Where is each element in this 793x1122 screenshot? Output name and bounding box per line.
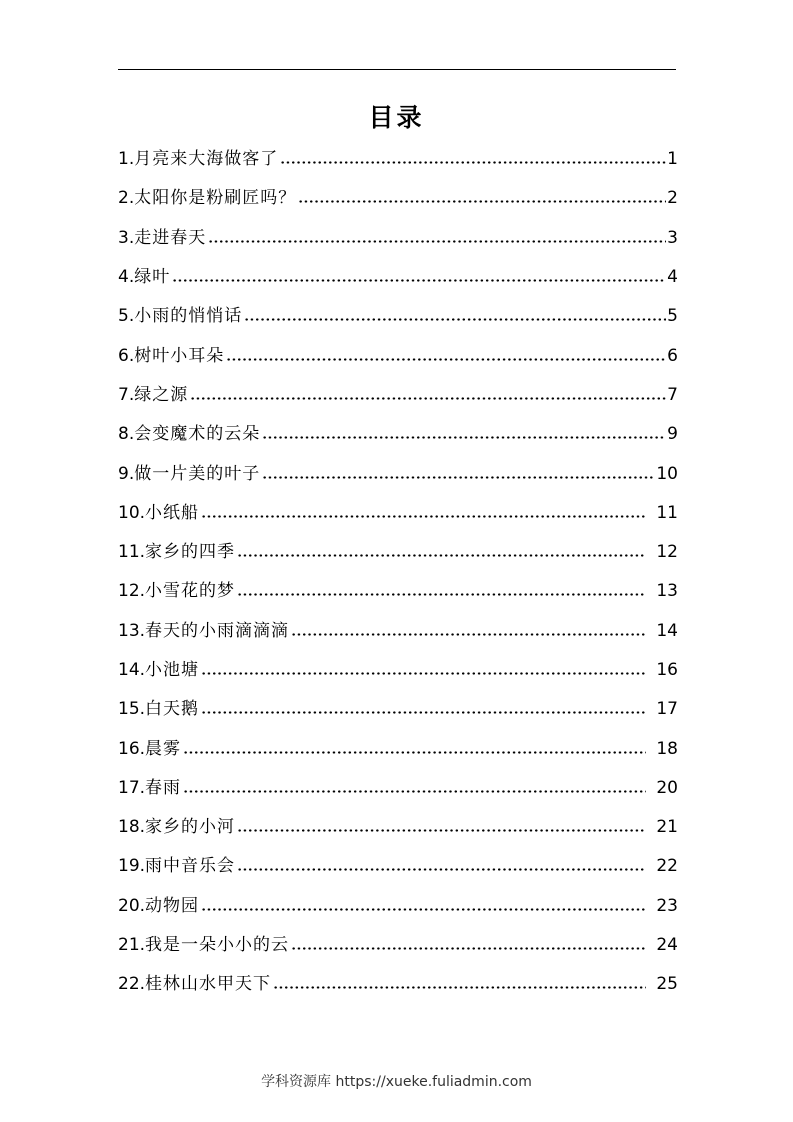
- toc-entry-page: 25: [656, 974, 678, 995]
- toc-entry-title: 白天鹅: [145, 699, 200, 720]
- dot-leader: [273, 986, 646, 989]
- toc-entry-page: 24: [656, 935, 678, 956]
- toc-entry-page: 11: [656, 502, 678, 523]
- dot-leader: [262, 436, 666, 439]
- dot-leader: [237, 554, 646, 557]
- toc-entry-number: 5.: [118, 306, 135, 327]
- toc-entry-title: 晨雾: [145, 738, 182, 759]
- dot-leader: [280, 161, 666, 164]
- dot-leader: [237, 593, 646, 596]
- toc-entry-number: 14.: [118, 660, 146, 680]
- toc-entry-number: 9.: [118, 463, 135, 484]
- dot-leader: [201, 515, 646, 518]
- dot-leader: [226, 358, 666, 361]
- toc-entry-title: 做一片美的叶子: [134, 463, 261, 484]
- toc-entry[interactable]: [118, 219, 678, 258]
- toc-entry[interactable]: [118, 376, 678, 415]
- dot-leader: [183, 790, 646, 793]
- toc-entry-number: 12.: [118, 581, 146, 602]
- toc-entry[interactable]: [118, 297, 678, 336]
- toc-entry-page: 10: [656, 463, 678, 484]
- toc-entry-page: 6: [667, 345, 678, 366]
- toc-entry-page: 4: [667, 267, 678, 288]
- toc-entry[interactable]: [118, 415, 678, 454]
- toc-entry-number: 18.: [118, 817, 146, 838]
- toc-entry-number: 10.: [118, 502, 146, 523]
- toc-entry-number: 7.: [118, 384, 135, 405]
- toc-entry[interactable]: [118, 729, 678, 768]
- toc-entry-title: 小纸船: [145, 502, 200, 523]
- toc-entry-number: 19.: [118, 856, 146, 877]
- toc-entry[interactable]: [118, 847, 678, 886]
- toc-entry-page: 2: [667, 188, 678, 209]
- dot-leader: [208, 240, 666, 243]
- toc-entry-number: 21.: [118, 935, 146, 956]
- toc-entry[interactable]: [118, 258, 678, 297]
- toc-entry[interactable]: [118, 179, 678, 218]
- toc-entry-page: 16: [656, 660, 678, 680]
- toc-entry-number: 6.: [118, 345, 135, 366]
- toc-entry-page: 23: [656, 895, 678, 916]
- toc-entry-number: 22.: [118, 974, 146, 995]
- toc-entry[interactable]: [118, 690, 678, 729]
- toc-entry[interactable]: [118, 887, 678, 926]
- toc-entry-title: 家乡的四季: [145, 542, 236, 563]
- toc-entry-title: 雨中音乐会: [145, 856, 236, 877]
- toc-entry[interactable]: [118, 454, 678, 493]
- toc-entry-page: 21: [656, 817, 678, 838]
- toc-entry-number: 1.: [118, 149, 135, 170]
- toc-entry-number: 16.: [118, 738, 146, 759]
- toc-entry-number: 3.: [118, 227, 135, 248]
- toc-entry-title: 小雨的悄悄话: [134, 306, 243, 327]
- toc-entry[interactable]: [118, 336, 678, 375]
- page-footer: 学科资源库 https://xueke.fuliadmin.com: [261, 1074, 532, 1090]
- dot-leader: [291, 947, 646, 950]
- toc-entry[interactable]: [118, 965, 678, 1004]
- toc-entry[interactable]: [118, 926, 678, 965]
- toc-entry[interactable]: [118, 769, 678, 808]
- toc-entry-page: 9: [667, 424, 678, 445]
- table-of-contents: [118, 140, 678, 1005]
- toc-entry-page: 14: [656, 620, 678, 641]
- dot-leader: [183, 751, 646, 754]
- toc-entry-title: 走进春天: [134, 227, 207, 248]
- header-rule: [118, 69, 676, 70]
- toc-entry-title: 春雨: [145, 777, 182, 798]
- toc-entry-page: 7: [667, 384, 678, 405]
- toc-entry-page: 13: [656, 581, 678, 602]
- dot-leader: [201, 672, 646, 675]
- toc-entry[interactable]: [118, 572, 678, 611]
- toc-entry-title: 太阳你是粉刷匠吗？: [134, 188, 297, 209]
- toc-entry-number: 11.: [118, 542, 146, 563]
- toc-entry-page: 22: [656, 856, 678, 877]
- toc-entry-title: 小池塘: [145, 660, 200, 680]
- toc-entry[interactable]: [118, 533, 678, 572]
- toc-entry-page: 5: [667, 306, 678, 327]
- toc-entry-title: 动物园: [145, 895, 200, 916]
- toc-entry-page: 20: [656, 777, 678, 798]
- page-title: 目录: [368, 103, 425, 132]
- toc-entry-title: 桂林山水甲天下: [145, 974, 272, 995]
- toc-entry-title: 树叶小耳朵: [134, 345, 225, 366]
- toc-entry-title: 月亮来大海做客了: [134, 149, 279, 170]
- toc-entry-number: 20.: [118, 895, 146, 916]
- dot-leader: [298, 200, 666, 203]
- toc-entry[interactable]: [118, 651, 678, 690]
- toc-entry-title: 我是一朵小小的云: [145, 935, 290, 956]
- dot-leader: [291, 633, 646, 636]
- toc-entry-number: 17.: [118, 777, 146, 798]
- toc-entry-title: 会变魔术的云朵: [134, 424, 261, 445]
- toc-entry-page: 12: [656, 542, 678, 563]
- dot-leader: [172, 279, 666, 282]
- toc-entry-number: 4.: [118, 267, 135, 288]
- dot-leader: [237, 829, 646, 832]
- toc-entry-title: 春天的小雨滴滴滴: [145, 620, 290, 641]
- toc-entry-page: 18: [656, 738, 678, 759]
- toc-entry-number: 2.: [118, 188, 135, 209]
- dot-leader: [237, 868, 646, 871]
- dot-leader: [244, 318, 666, 321]
- toc-entry-title: 小雪花的梦: [145, 581, 236, 602]
- toc-entry-number: 15.: [118, 699, 146, 720]
- toc-entry-number: 13.: [118, 620, 146, 641]
- toc-entry-title: 绿叶: [134, 267, 171, 288]
- toc-entry[interactable]: [118, 808, 678, 847]
- toc-entry-number: 8.: [118, 424, 135, 445]
- toc-entry-title: 家乡的小河: [145, 817, 236, 838]
- dot-leader: [201, 711, 646, 714]
- toc-entry-title: 绿之源: [134, 384, 189, 405]
- dot-leader: [190, 397, 666, 400]
- dot-leader: [201, 908, 646, 911]
- toc-entry[interactable]: [118, 612, 678, 651]
- toc-entry-page: 3: [667, 227, 678, 248]
- toc-entry[interactable]: [118, 140, 678, 179]
- toc-entry[interactable]: [118, 494, 678, 533]
- toc-entry-page: 1: [667, 149, 678, 170]
- toc-entry-page: 17: [656, 699, 678, 720]
- dot-leader: [262, 476, 655, 479]
